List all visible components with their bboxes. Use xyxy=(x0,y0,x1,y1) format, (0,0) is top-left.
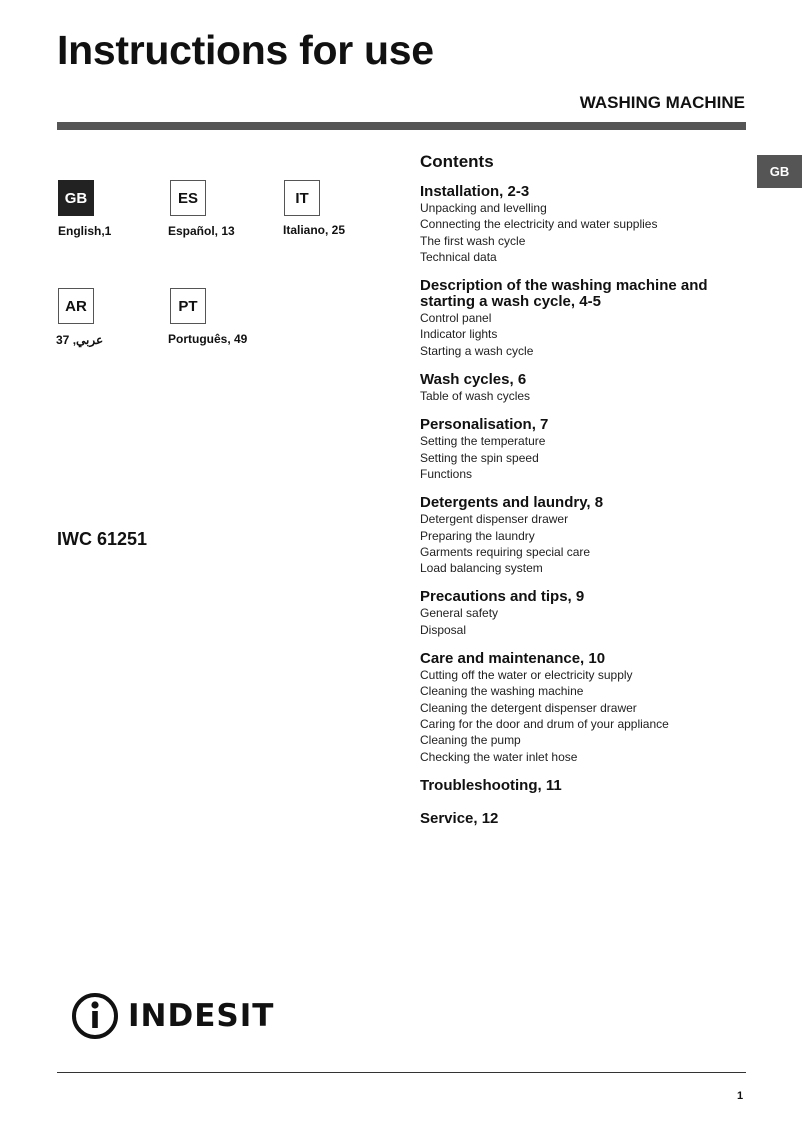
toc-item[interactable]: Cutting off the water or electricity supply xyxy=(420,668,633,683)
toc-item[interactable]: Connecting the electricity and water supplies xyxy=(420,217,658,232)
lang-code-gb[interactable]: GB xyxy=(58,180,94,216)
lang-code-it[interactable]: IT xyxy=(284,180,320,216)
lang-label-spanish: Español, 13 xyxy=(168,224,235,238)
toc-item[interactable]: Cleaning the detergent dispenser drawer xyxy=(420,700,637,715)
lang-code-pt[interactable]: PT xyxy=(170,288,206,324)
toc-item[interactable]: Disposal xyxy=(420,622,467,637)
lang-label-italian: Italiano, 25 xyxy=(283,223,346,237)
toc-section-detergents xyxy=(420,495,750,576)
toc-section-title[interactable]: Service, 12 xyxy=(420,809,499,827)
toc-item[interactable]: Cleaning the washing machine xyxy=(420,684,584,699)
toc-item[interactable]: Load balancing system xyxy=(420,561,543,576)
lang-label-arabic: عربي, 37 xyxy=(56,333,104,347)
toc-item[interactable]: Detergent dispenser drawer xyxy=(420,512,569,527)
indesit-logo-icon xyxy=(70,991,120,1041)
toc-item[interactable]: The first wash cycle xyxy=(420,233,526,248)
toc-section-troubleshooting xyxy=(420,778,750,794)
toc-section-personalisation xyxy=(420,417,750,482)
toc-section-title[interactable]: Detergents and laundry, 8 xyxy=(420,494,604,512)
toc-item[interactable]: Checking the water inlet hose xyxy=(420,749,578,764)
lang-code-es[interactable]: ES xyxy=(170,180,206,216)
toc-section-title[interactable]: Personalisation, 7 xyxy=(420,416,549,434)
toc-item[interactable]: Technical data xyxy=(420,249,497,264)
toc-item[interactable]: Indicator lights xyxy=(420,327,498,342)
toc-item[interactable]: Table of wash cycles xyxy=(420,389,531,404)
language-tab-gb: GB xyxy=(757,155,802,188)
toc-section-installation xyxy=(420,184,750,265)
toc-section-title[interactable]: Installation, 2-3 xyxy=(420,183,530,200)
brand-logo xyxy=(70,991,274,1041)
lang-code-ar[interactable]: AR xyxy=(58,288,94,324)
contents-heading: Contents xyxy=(420,152,494,171)
page-number: 1 xyxy=(737,1090,744,1102)
toc-section-wash-cycles xyxy=(420,372,750,404)
toc-item[interactable]: Setting the temperature xyxy=(420,434,546,449)
toc-item[interactable]: Cleaning the pump xyxy=(420,733,521,748)
toc-item[interactable]: Setting the spin speed xyxy=(420,450,539,465)
toc-item[interactable]: Caring for the door and drum of your appliance xyxy=(420,716,669,731)
lang-label-english: English,1 xyxy=(58,224,112,238)
lang-label-portuguese: Português, 49 xyxy=(168,332,248,346)
toc-item[interactable]: Unpacking and levelling xyxy=(420,201,547,215)
page-title: Instructions for use xyxy=(57,27,434,73)
toc-item[interactable]: Control panel xyxy=(420,311,492,326)
toc-item[interactable]: General safety xyxy=(420,606,499,621)
toc-item[interactable]: Starting a wash cycle xyxy=(420,343,534,358)
toc-section-description xyxy=(420,278,750,359)
toc-section-service xyxy=(420,811,750,827)
toc-section-precautions xyxy=(420,589,750,638)
document-subtitle: WASHING MACHINE xyxy=(579,93,745,112)
toc-section-title[interactable]: Description of the washing machine and starting a wash cycle, 4-5 xyxy=(420,277,708,311)
toc-section-care xyxy=(420,651,750,765)
model-number: IWC 61251 xyxy=(57,529,148,549)
toc-section-title[interactable]: Wash cycles, 6 xyxy=(420,371,527,389)
toc-section-title[interactable]: Precautions and tips, 9 xyxy=(420,588,585,606)
brand-name: INDESIT xyxy=(128,998,275,1034)
footer-rule xyxy=(57,1072,746,1073)
header-rule xyxy=(57,122,746,130)
toc-item[interactable]: Garments requiring special care xyxy=(420,544,591,559)
toc-item[interactable]: Functions xyxy=(420,466,473,481)
toc-section-title[interactable]: Troubleshooting, 11 xyxy=(420,776,562,794)
toc-section-title[interactable]: Care and maintenance, 10 xyxy=(420,650,606,668)
table-of-contents xyxy=(420,152,750,840)
toc-item[interactable]: Preparing the laundry xyxy=(420,528,535,543)
